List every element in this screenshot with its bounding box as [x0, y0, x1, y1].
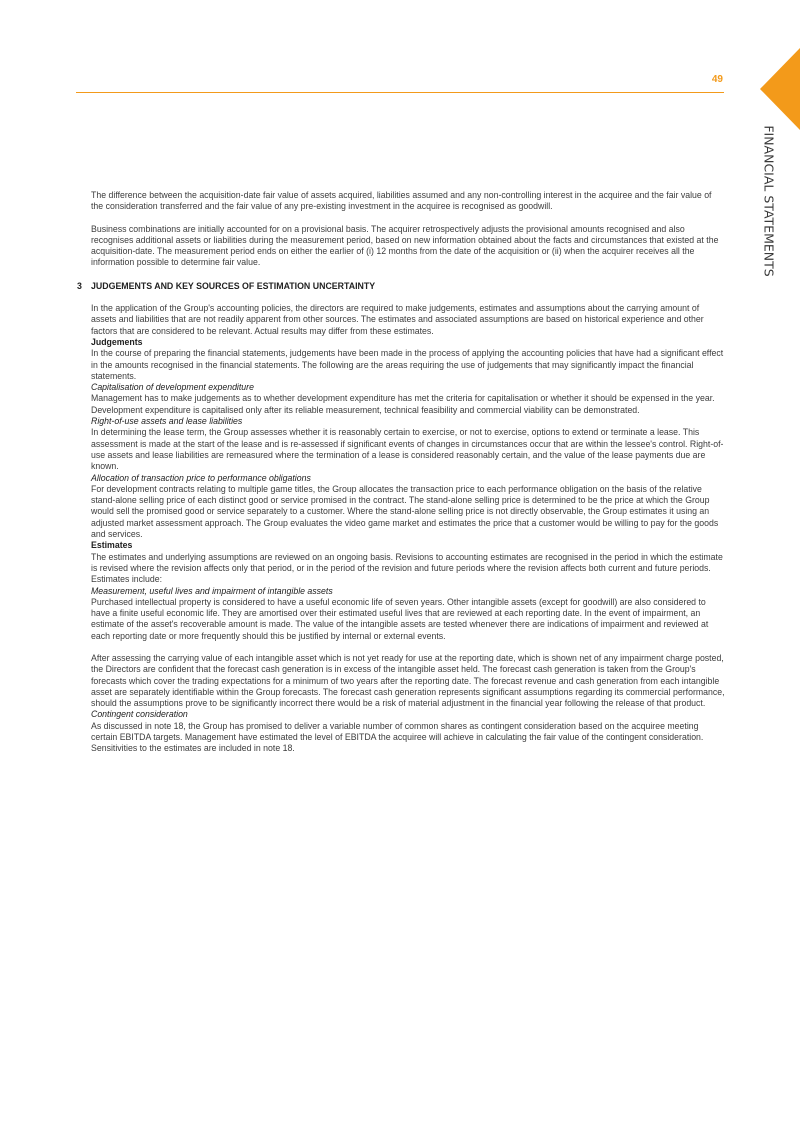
- header-rule: [76, 92, 724, 93]
- intangible-assets-paragraph: Purchased intellectual property is considered to have a useful economic life of seven years. Other intangible assets (except for goodwill) are also considered to have a finite useful economic life. They are amortised over their estimated useful lives that are reviewed at each reporting date. In the event of impairment, an estimate of the asset's recoverable amount is made. The value of the intangible assets are tested whenever there are indications of impairment and reviewed at each reporting date or more frequently should this be justified by internal or external events.: [91, 596, 709, 641]
- transaction-price-paragraph: For development contracts relating to multiple game titles, the Group allocates the transaction price to each performance obligation on the basis of the relative stand-alone selling price of each distinct good or service promised in the contract. The stand-alone selling price is determined to be the price at which the Group would sell the promised good or service separately to a customer. Where the stand-alone selling price is not directly observable, the Group estimates it using an adjusted market assessment approach. The Group evaluates the video game market and estimates the price that a customer would be willing to pay for the goods and services.: [91, 483, 719, 540]
- section-heading: [77, 280, 725, 292]
- contingent-consideration-heading: Contingent consideration: [91, 709, 188, 720]
- right-of-use-paragraph: In determining the lease term, the Group assesses whether it is reasonably certain to exercise, or not to exercise, options to extend or terminate a lease. This assessment is made at the start of the lease and is re-assessed if significant events of changes in circumstances occur that are within the lessee's control. Right-of-use assets and lease liabilities are remeasured where the termination of a lease is considered reasonably certain, and the value of the lease payments due are known.: [91, 427, 724, 472]
- right-of-use-heading: Right-of-use assets and lease liabilities: [91, 416, 243, 427]
- transaction-price-heading: Allocation of transaction price to performance obligations: [91, 472, 311, 483]
- corner-tab-decoration: [760, 48, 800, 130]
- page-content: [77, 190, 725, 755]
- intro-business-combinations-paragraph: Business combinations are initially accounted for on a provisional basis. The acquirer retrospectively adjusts the provisional amounts recognised and also recognises additional assets or liabilities during the measurement period, based on new information obtained about the facts and circumstances that existed at the acquisition-date. The measurement period ends on either the earlier of (i) 12 months from the date of the acquisition or (ii) when the acquirer receives all the information possible to determine fair value.: [91, 223, 719, 268]
- intro-goodwill-paragraph: The difference between the acquisition-date fair value of assets acquired, liabilities assumed and any non-controlling interest in the acquiree and the fair value of the consideration transferred and the fair value of any pre-existing investment in the acquiree is recognised as goodwill.: [91, 190, 712, 212]
- estimates-paragraph: The estimates and underlying assumptions are reviewed on an ongoing basis. Revisions to accounting estimates are recognised in the period in which the estimate is revised where the revision affects only that period, or in the period of the revision and future periods where the revision affects both current and future periods. Estimates include:: [91, 551, 723, 585]
- carrying-value-paragraph: After assessing the carrying value of each intangible asset which is not yet ready for use at the reporting date, which is shown net of any impairment charge posted, the Directors are confident that the forecast cash generation is in excess of the intangible asset held. The forecast cash generation is taken from the Group's forecasts which cover the trading expectations for a minimum of two years after the reporting date. The forecast revenue and cash generation from each intangible asset are separately identifiable within the Group forecasts. The forecast cash generation represents significant assumptions regarding its commercial performance, should the assumptions prove to be significantly incorrect there would be a risk of material adjustment in the financial year following the release of that product.: [91, 652, 725, 709]
- estimates-heading: Estimates: [91, 540, 133, 551]
- section-number: 3: [77, 280, 82, 291]
- section-label-text: FINANCIAL STATEMENTS: [761, 125, 777, 277]
- section-title: JUDGEMENTS AND KEY SOURCES OF ESTIMATION UNCERTAINTY: [91, 280, 376, 291]
- intangible-assets-heading: Measurement, useful lives and impairment of intangible assets: [91, 585, 333, 596]
- section-label: [745, 125, 793, 277]
- judgements-heading: Judgements: [91, 336, 143, 347]
- capitalisation-heading: Capitalisation of development expenditure: [91, 382, 254, 393]
- page-number: 49: [711, 74, 723, 85]
- judgements-paragraph: In the course of preparing the financial statements, judgements have been made in the process of applying the accounting policies that have had a significant effect in the amounts recognised in the financial statements. The following are the areas requiring the use of judgements that may significantly impact the financial statements.: [91, 348, 724, 381]
- section-intro-paragraph: In the application of the Group's accounting policies, the directors are required to make judgements, estimates and assumptions about the carrying amount of assets and liabilities that are not readily apparent from other sources. The estimates and associated assumptions are based on historical experience and other factors that are considered to be relevant. Actual results may differ from these estimates.: [91, 303, 704, 336]
- contingent-consideration-paragraph: As discussed in note 18, the Group has promised to deliver a variable number of common shares as contingent consideration based on the acquiree meeting certain EBITDA targets. Management have estimated the level of EBITDA the acquiree will achieve in calculating the fair value of the contingent consideration. Sensitivities to the estimates are included in note 18.: [91, 720, 704, 754]
- capitalisation-paragraph: Management has to make judgements as to whether development expenditure has met the criteria for capitalisation or whether it should be expensed in the year. Development expenditure is capitalised only after its reliable measurement, technical feasibility and commercial viability can be demonstrated.: [91, 393, 715, 415]
